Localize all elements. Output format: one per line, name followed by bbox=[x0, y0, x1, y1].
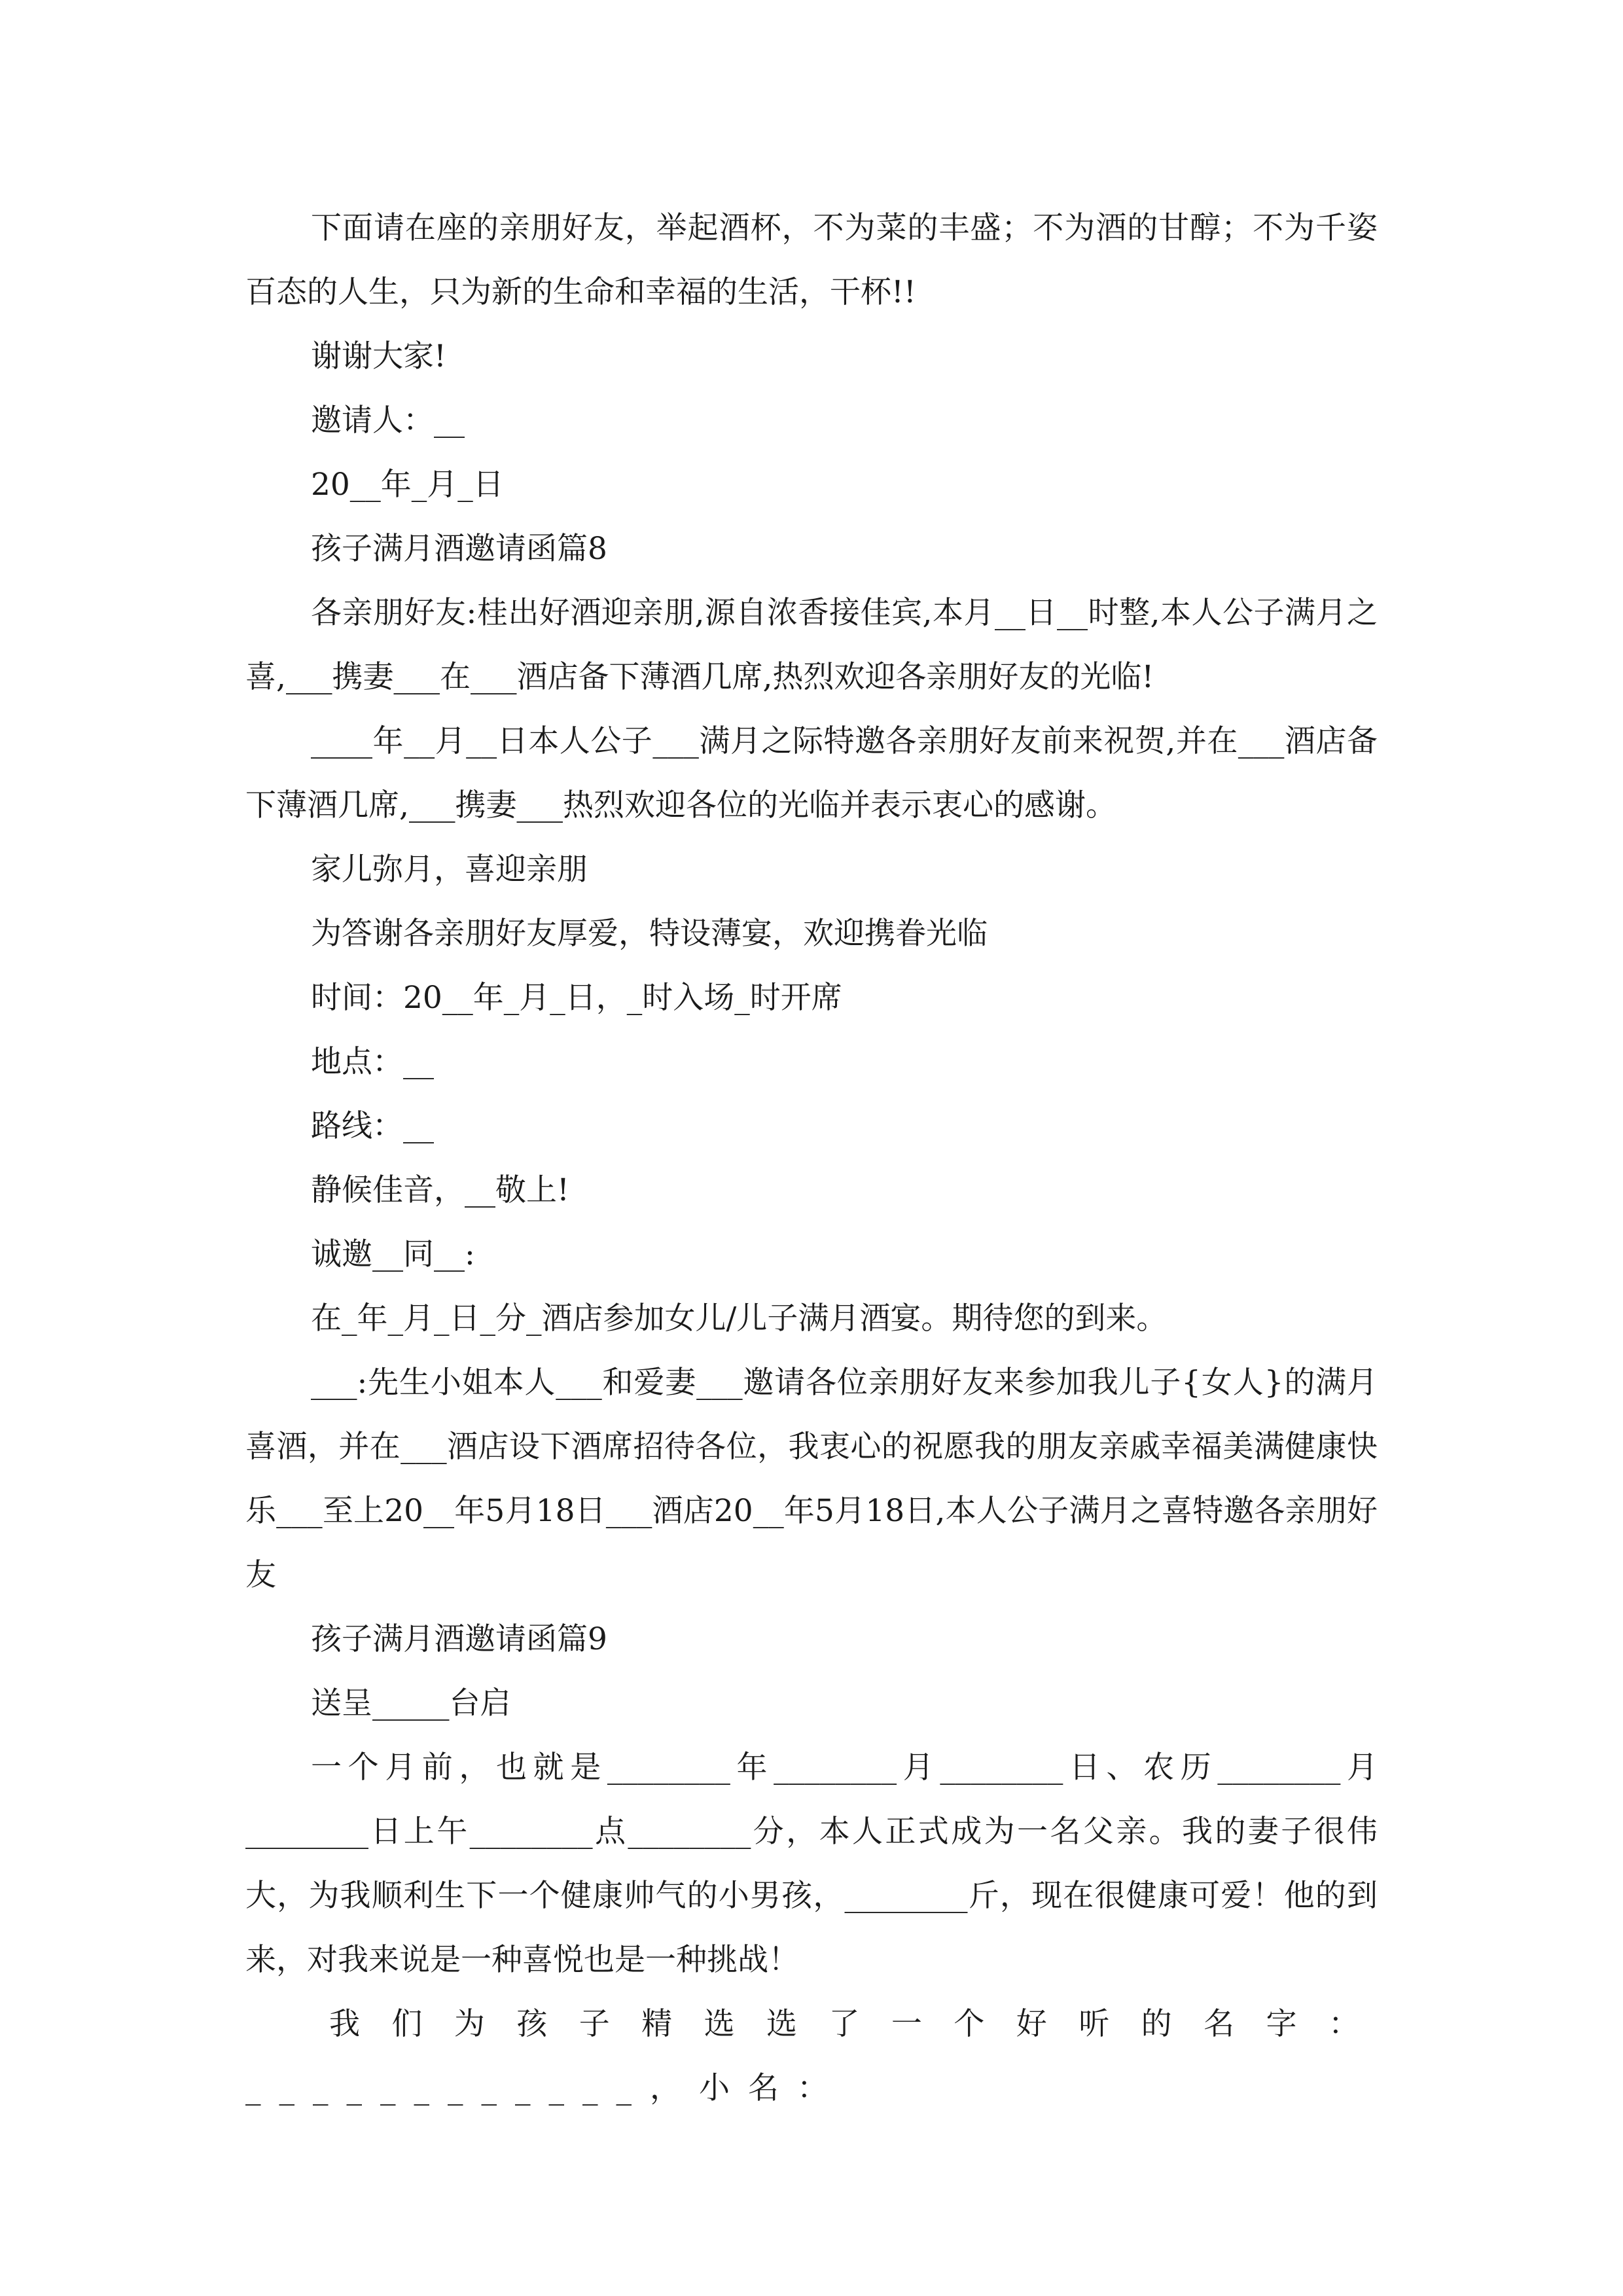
recipient-line: 送呈_____台启 bbox=[311, 1685, 511, 1721]
time-line: 时间：20__年_月_日，_时入场_时开席 bbox=[311, 980, 842, 1016]
document-page bbox=[245, 196, 1378, 2121]
name-line: 我们为孩子精选选了一个好听的名字：____________，小名： bbox=[245, 2006, 1378, 2106]
date-line: 20__年_月_日 bbox=[311, 467, 504, 503]
greeting-paragraph: 各亲朋好友:桂出好酒迎亲朋,源自浓香接佳宾,本月__日__时整,本人公子满月之喜,___携妻___在___酒店备下薄酒几席,热烈欢迎各亲朋好友的光临! bbox=[245, 595, 1378, 695]
banquet-line: 为答谢各亲朋好友厚爱，特设薄宴，欢迎携眷光临 bbox=[311, 916, 988, 952]
family-invitation-paragraph: ___:先生小姐本人___和爱妻___邀请各位亲朋好友来参加我儿子{女人}的满月喜酒，并在___酒店设下酒席招待各位，我衷心的祝愿我的朋友亲戚幸福美满健康快乐___至上20__年5月18日___酒店20__年5月18日,本人公子满月之喜特邀各亲朋好友 bbox=[245, 1365, 1378, 1593]
location-line: 地点：__ bbox=[311, 1044, 434, 1080]
closing-line: 静候佳音，__敬上! bbox=[311, 1172, 569, 1208]
thanks-line: 谢谢大家! bbox=[311, 338, 446, 374]
invitation-paragraph: ____年__月__日本人公子___满月之际特邀各亲朋好友前来祝贺,并在___酒店备下薄酒几席,___携妻___热烈欢迎各位的光临并表示衷心的感谢。 bbox=[245, 723, 1378, 823]
couplet-line: 家儿弥月，喜迎亲朋 bbox=[311, 852, 588, 888]
section-heading-8: 孩子满月酒邀请函篇8 bbox=[311, 531, 607, 567]
attend-line: 在_年_月_日_分_酒店参加女儿/儿子满月酒宴。期待您的到来。 bbox=[311, 1300, 1168, 1336]
section-heading-9: 孩子满月酒邀请函篇9 bbox=[311, 1621, 607, 1657]
route-line: 路线：__ bbox=[311, 1108, 434, 1144]
invite-guests-line: 诚邀__同__: bbox=[311, 1236, 475, 1272]
toast-paragraph: 下面请在座的亲朋好友，举起酒杯，不为菜的丰盛；不为酒的甘醇；不为千姿百态的人生，只为新的生命和幸福的生活，干杯!! bbox=[245, 210, 1378, 310]
inviter-line: 邀请人：__ bbox=[311, 403, 465, 439]
birth-announcement-paragraph: 一个月前，也就是________年________月________日、农历________月________日上午________点________分，本人正式成为一名父亲。我的妻子很伟大，为我顺利生下一个健康帅气的小男孩，________斤，现在很健康可爱！他的到来，对我来说是一种喜悦也是一种挑战！ bbox=[245, 1749, 1378, 1978]
